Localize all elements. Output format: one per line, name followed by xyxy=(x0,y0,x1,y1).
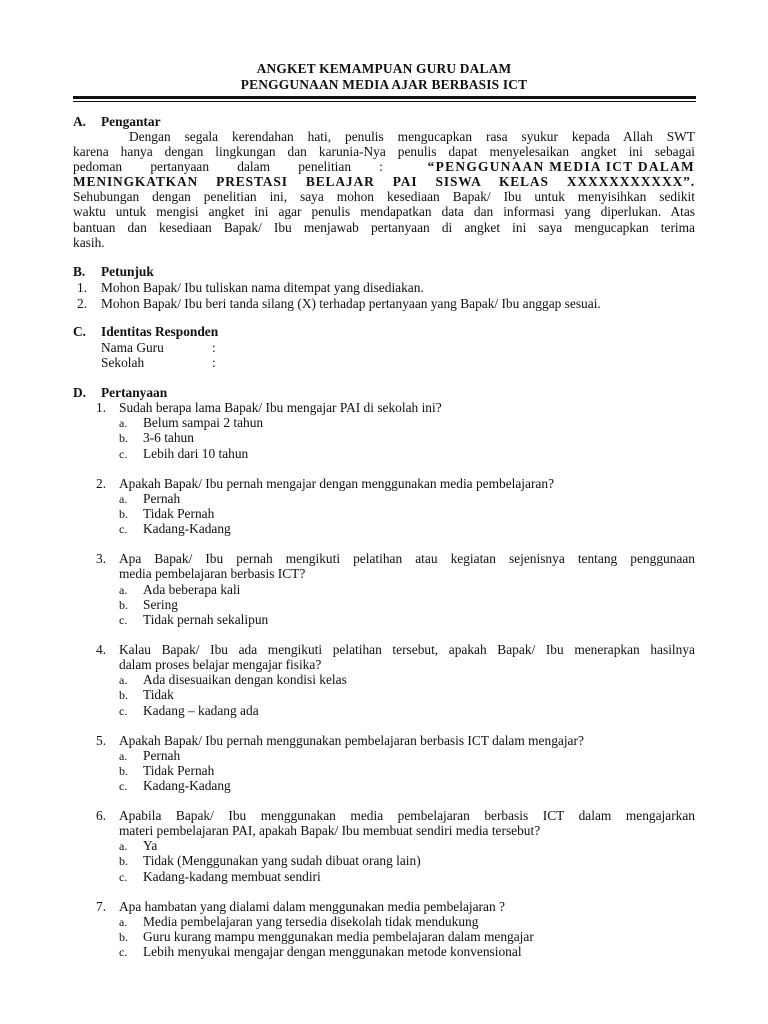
question-1-option-b-text: 3-6 tahun xyxy=(143,430,194,445)
question-3-line-2: media pembelajaran berbasis ICT? xyxy=(119,566,306,582)
question-1-option-b-key: b. xyxy=(119,431,128,445)
question-6-option-c-text: Kadang-kadang membuat sendiri xyxy=(143,869,321,884)
petunjuk-item-1-number: 1. xyxy=(77,280,88,295)
question-1-option-c-key: c. xyxy=(119,447,128,461)
question-5-text xyxy=(119,733,695,748)
question-2-option-a-text: Pernah xyxy=(143,491,181,506)
question-3-option-b-text: Sering xyxy=(143,597,178,612)
question-5-option-a-text: Pernah xyxy=(143,748,181,763)
question-1-option-c-text: Lebih dari 10 tahun xyxy=(143,446,249,461)
section-b-heading: Petunjuk xyxy=(101,264,154,279)
question-6-option-a-key: a. xyxy=(119,839,128,853)
question-1-option-a-text: Belum sampai 2 tahun xyxy=(143,415,264,430)
petunjuk-item-1-text: Mohon Bapak/ Ibu tuliskan nama ditempat yang disediakan. xyxy=(101,280,424,295)
question-5-number: 5. xyxy=(96,733,107,748)
question-7-option-a-key: a. xyxy=(119,915,128,929)
question-3-option-c-text: Tidak pernah sekalipun xyxy=(143,612,269,627)
question-2-option-a-key: a. xyxy=(119,492,128,506)
question-4-option-b-key: b. xyxy=(119,688,128,702)
document-title-line-2: PENGGUNAAN MEDIA AJAR BERBASIS ICT xyxy=(240,77,528,92)
section-a-letter: A. xyxy=(73,114,87,129)
petunjuk-item-2-text: Mohon Bapak/ Ibu beri tanda silang (X) terhadap pertanyaan yang Bapak/ Ibu anggap sesuai. xyxy=(101,296,601,311)
question-1-line-1: Sudah berapa lama Bapak/ Ibu mengajar PAI di sekolah ini? xyxy=(119,400,442,415)
field-nama-guru-label: Nama Guru xyxy=(101,340,164,355)
question-1-number: 1. xyxy=(96,400,107,415)
question-4-option-b-text: Tidak xyxy=(143,687,174,702)
pengantar-line-2: karena hanya dengan lingkungan dan karunia-Nya penulis dapat menyelesaikan angket ini sebagai xyxy=(73,144,695,160)
section-d-letter: D. xyxy=(73,385,87,400)
question-6-option-b-text: Tidak (Menggunakan yang sudah dibuat orang lain) xyxy=(143,853,421,868)
question-2-option-b-key: b. xyxy=(119,507,128,521)
question-2-option-b-text: Tidak Pernah xyxy=(143,506,215,521)
question-2-number: 2. xyxy=(96,476,107,491)
question-7-option-a-text: Media pembelajaran yang tersedia disekolah tidak mendukung xyxy=(143,914,479,929)
question-6-line-2: materi pembelajaran PAI, apakah Bapak/ Ibu membuat sendiri media tersebut? xyxy=(119,823,541,839)
question-7-option-b-text: Guru kurang mampu menggunakan media pembelajaran dalam mengajar xyxy=(143,929,534,944)
pengantar-line-8: kasih. xyxy=(73,234,105,250)
question-4-option-a-key: a. xyxy=(119,673,128,687)
title-rule-thick xyxy=(73,96,696,99)
question-5-line-1: Apakah Bapak/ Ibu pernah menggunakan pembelajaran berbasis ICT dalam mengajar? xyxy=(119,733,584,748)
question-6-option-a-text: Ya xyxy=(143,838,158,853)
question-1-text xyxy=(119,400,695,415)
question-2-option-c-key: c. xyxy=(119,522,128,536)
pengantar-line-1: Dengan segala kerendahan hati, penulis mengucapkan rasa syukur kepada Allah SWT xyxy=(129,129,695,144)
question-3-text xyxy=(119,551,695,581)
section-d-heading: Pertanyaan xyxy=(101,385,168,400)
question-3-option-a-text: Ada beberapa kali xyxy=(143,582,241,597)
pengantar-line-3-text: pedoman pertanyaan dalam penelitian : xyxy=(73,159,383,175)
section-c-letter: C. xyxy=(73,324,87,339)
question-7-option-c-key: c. xyxy=(119,945,128,959)
title-rule-thin xyxy=(73,101,696,102)
question-4-line-1: Kalau Bapak/ Ibu ada mengikuti pelatihan tersebut, apakah Bapak/ Ibu menerapkan hasilnya xyxy=(119,642,695,657)
question-5-option-b-key: b. xyxy=(119,764,128,778)
question-1-option-a-key: a. xyxy=(119,416,128,430)
field-sekolah-colon: : xyxy=(212,355,216,370)
pengantar-research-title-part-1: “PENGGUNAAN MEDIA ICT DALAM xyxy=(427,159,695,175)
pengantar-paragraph xyxy=(73,129,695,250)
question-4-line-2: dalam proses belajar mengajar fisika? xyxy=(119,657,322,673)
question-7-number: 7. xyxy=(96,899,107,914)
section-c-heading: Identitas Responden xyxy=(101,324,219,339)
field-nama-guru-colon: : xyxy=(212,340,216,355)
pengantar-line-6: waktu untuk mengisi angket ini agar penulis mendapatkan data dan informasi yang diperlukan. Atas xyxy=(73,204,695,220)
question-5-option-c-key: c. xyxy=(119,779,128,793)
pengantar-line-7: bantuan dan kesediaan Bapak/ Ibu menjawab pertanyaan di angket ini saya mengucapkan terima xyxy=(73,219,695,235)
question-3-option-a-key: a. xyxy=(119,583,128,597)
question-2-option-c-text: Kadang-Kadang xyxy=(143,521,231,536)
question-2-text xyxy=(119,476,695,491)
question-3-option-b-key: b. xyxy=(119,598,128,612)
section-b-letter: B. xyxy=(73,264,86,279)
question-4-text xyxy=(119,642,695,672)
pengantar-research-title-part-2: MENINGKATKAN PRESTASI BELAJAR PAI SISWA KELAS XXXXXXXXXXX”. xyxy=(73,174,695,190)
question-6-option-c-key: c. xyxy=(119,870,128,884)
question-4-option-a-text: Ada disesuaikan dengan kondisi kelas xyxy=(143,672,347,687)
question-7-text xyxy=(119,899,695,914)
pengantar-line-5: Sehubungan dengan penelitian ini, saya mohon kesediaan Bapak/ Ibu untuk menyisihkan sedikit xyxy=(73,189,695,205)
section-a-heading: Pengantar xyxy=(101,114,161,129)
question-6-number: 6. xyxy=(96,808,107,823)
document-title-line-1: ANGKET KEMAMPUAN GURU DALAM xyxy=(256,61,512,76)
question-6-line-1: Apabila Bapak/ Ibu menggunakan media pembelajaran berbasis ICT dalam mengajarkan xyxy=(119,808,695,823)
question-6-option-b-key: b. xyxy=(119,854,128,868)
petunjuk-item-2-number: 2. xyxy=(77,296,88,311)
question-7-option-c-text: Lebih menyukai mengajar dengan menggunakan metode konvensional xyxy=(143,944,522,959)
question-5-option-b-text: Tidak Pernah xyxy=(143,763,215,778)
question-7-line-1: Apa hambatan yang dialami dalam menggunakan media pembelajaran ? xyxy=(119,899,505,914)
question-4-option-c-key: c. xyxy=(119,704,128,718)
field-sekolah-label: Sekolah xyxy=(101,355,145,370)
question-2-line-1: Apakah Bapak/ Ibu pernah mengajar dengan menggunakan media pembelajaran? xyxy=(119,476,555,491)
question-5-option-a-key: a. xyxy=(119,749,128,763)
question-5-option-c-text: Kadang-Kadang xyxy=(143,778,231,793)
pengantar-line-3 xyxy=(73,159,695,174)
question-3-number: 3. xyxy=(96,551,107,566)
question-3-line-1: Apa Bapak/ Ibu pernah mengikuti pelatihan atau kegiatan sejenisnya tentang penggunaan xyxy=(119,551,695,566)
question-6-text xyxy=(119,808,695,838)
question-7-option-b-key: b. xyxy=(119,930,128,944)
question-4-option-c-text: Kadang – kadang ada xyxy=(143,703,259,718)
question-3-option-c-key: c. xyxy=(119,613,128,627)
question-4-number: 4. xyxy=(96,642,107,657)
